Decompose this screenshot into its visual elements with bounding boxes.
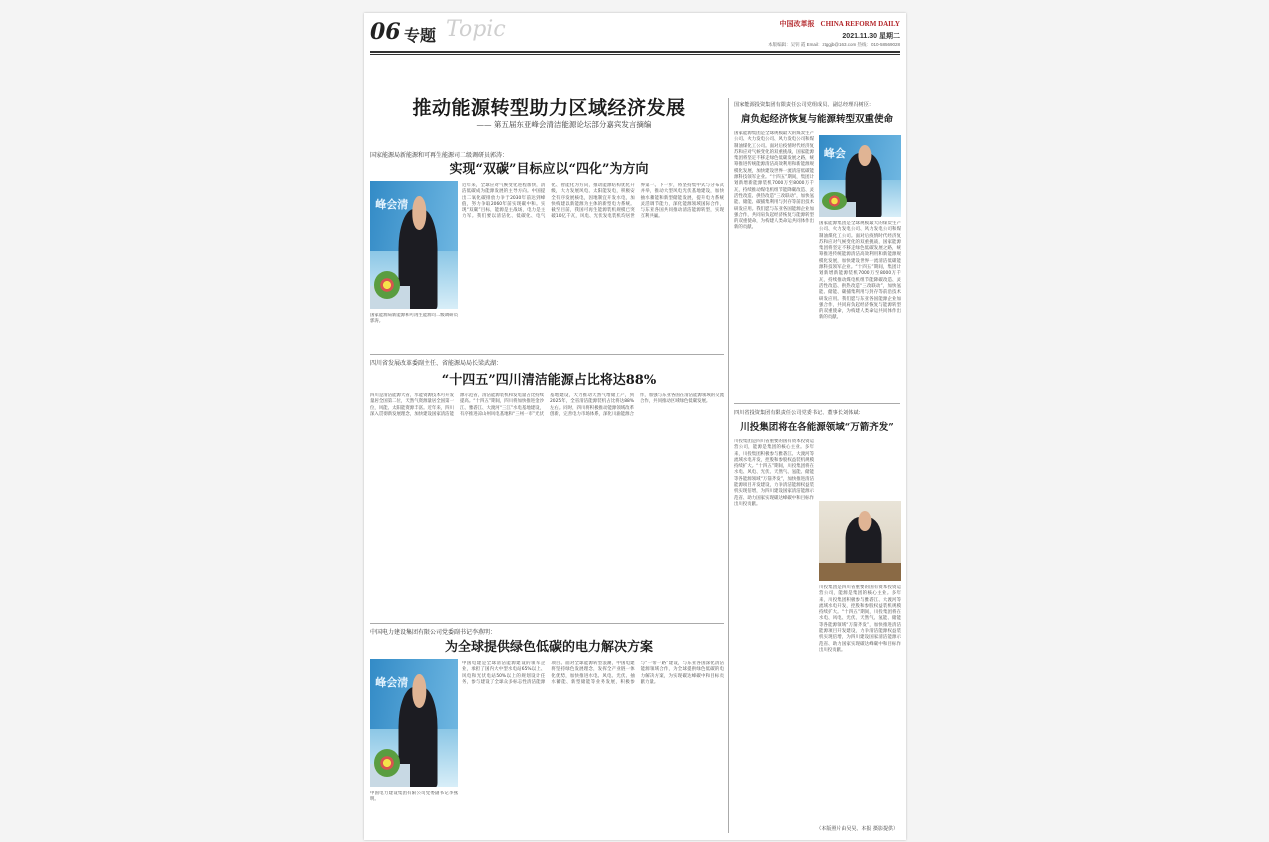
article-5-kicker: 四川省投资集团有限责任公司党委书记、董事长刘体斌： (734, 410, 864, 416)
section-title-en: Topic (446, 17, 506, 42)
article-3-caption: 中国电力建设集团有限公司党委副书记李燕明。 (370, 791, 458, 803)
article-5-title: 川投集团将在各能源领域“万箭齐发” (740, 422, 894, 433)
brand-en: CHINA REFORM DAILY (820, 20, 900, 28)
header-rule-thin (370, 54, 900, 55)
backdrop-text: 峰会 (823, 146, 846, 160)
article-3-photo (370, 659, 458, 787)
column-divider (728, 98, 729, 833)
flowers (374, 271, 400, 299)
article-5-body-col1: 川投集团是四川省重要的国有资本投资运营公司，能源是集团的核心主业。多年来，川投集团积极参与雅砻江、大渡河等流域水电开发，控股和参股权益装机规模持续扩大。“十四五”期间，川投集团将在水电、风电、光伏、天然气、氢能、储能等各能源领域“万箭齐发”，加快推进清洁能源项目开发建设，力争清洁能源权益装机实现倍增，为四川建设国家清洁能源示范省、助力国家实现碳达峰碳中和目标作出川投贡献。 (734, 439, 814, 507)
article-4-kicker: 国家能源投资集团有限责任公司党组成员、副总经理冯树臣： (734, 102, 875, 108)
article-divider (370, 623, 724, 624)
issue-date: 2021.11.30 星期二 (842, 33, 900, 40)
article-1-kicker: 国家能源局新能源和可再生能源司二级调研员郭涛： (370, 152, 509, 159)
flowers (374, 749, 400, 777)
section-title: 专题 (404, 26, 437, 45)
photo-credit: （本版照片由吴昊、本报 摄影提供） (816, 826, 898, 832)
desk (819, 563, 901, 581)
speaker-face (412, 674, 426, 707)
article-2-title: “十四五”四川清洁能源占比将达88% (441, 373, 657, 388)
article-3-body: 中国电建是全球清洁能源建设的领军企业，承担了国内大中型水电站65%以上、风电和光伏电站50%以上的规划设计任务，参与建设了全球众多标志性清洁能源项目。面对全球能源转型浪潮，中国电建将坚持绿色发展理念，发挥全产业链一体化优势，加快推进水电、风电、光伏、抽水蓄能、新型储能等业务发展，积极参与“一带一路”建设，与东亚各国深化清洁能源领域合作，为全球提供绿色低碳的电力解决方案，为实现碳达峰碳中和目标贡献力量。 (462, 661, 724, 685)
article-4-title: 肩负起经济恢复与能源转型双重使命 (740, 114, 893, 125)
brand-cn: 中国改革报 (779, 20, 815, 28)
article-1-photo (370, 181, 458, 309)
speaker-face (858, 511, 871, 532)
backdrop-text: 峰会清 (375, 198, 409, 212)
article-4-body-col1: 国家能源集团是全球规模最大的煤炭生产公司、火力发电公司、风力发电公司和煤制油煤化工公司。面对后疫情时代经济复苏和应对气候变化的双重挑战，国家能源集团将坚定不移走绿色低碳发展之路，统筹推进传统能源清洁高效利用和新能源规模化发展，加快建设世界一流清洁低碳能源科技领军企业。“十四五”期间，集团计划新增新能源装机7000万至8000万千瓦，持续推动煤电机组节能降碳改造、灵活性改造、供热改造“三改联动”，加快氢能、储能、碳捕集利用与封存等前沿技术研发应用。我们愿与东亚各国能源企业加强合作，共同肩负起经济恢复与能源转型的双重使命，为构建人类命运共同体作出新的贡献。 (734, 131, 814, 231)
newspaper-page (364, 13, 906, 840)
main-subheadline: —— 第五届东亚峰会清洁能源论坛部分嘉宾发言摘编 (476, 120, 652, 129)
article-1-title: 实现“双碳”目标应以“四化”为方向 (449, 162, 649, 177)
article-3-kicker: 中国电力建设集团有限公司党委副书记李燕明： (370, 629, 497, 636)
article-3-title: 为全球提供绿色低碳的电力解决方案 (444, 640, 653, 655)
page-number: 06 (370, 19, 401, 45)
newspaper-logo (780, 19, 900, 29)
main-headline: 推动能源转型助力区域经济发展 (412, 97, 686, 119)
article-divider (370, 354, 724, 355)
backdrop-text: 峰会清 (375, 676, 409, 690)
article-1-caption: 国家能源局新能源和可再生能源司二级调研员郭涛。 (370, 313, 458, 325)
editor-line: 本版编辑：吴钊 霞 Email：ztggjb@163.com 热线：010-58569028 (768, 42, 900, 47)
article-5-photo (819, 501, 901, 581)
article-1-body: 近年来，全球应对气候变化进程加快，清洁低碳成为能源发展的主导方向。中国提出二氧化碳排放力争于2030年前达到峰值，努力争取2060年前实现碳中和。实现“双碳”目标，能源是主战场，电力是主力军。我们要以清洁化、低碳化、电气化、智能化为方向，推动能源结构优化升级，大力发展风电、太阳能发电，积极安全有序发展核电，因地制宜开发水电，加快构建以新能源为主体的新型电力系统。截至目前，我国可再生能源装机规模已突破10亿千瓦，风电、光伏发电装机均居世界第一。下一步，将坚持集中式与分布式并举，推动大型风电光伏基地建设，加快抽水蓄能和新型储能发展，提升电力系统灵活调节能力，深化能源领域国际合作，与东亚各国共同推动清洁能源转型，实现互利共赢。 (462, 183, 724, 220)
article-4-body-col2: 国家能源集团是全球规模最大的煤炭生产公司、火力发电公司、风力发电公司和煤制油煤化工公司。面对后疫情时代经济复苏和应对气候变化的双重挑战，国家能源集团将坚定不移走绿色低碳发展之路，统筹推进传统能源清洁高效利用和新能源规模化发展，加快建设世界一流清洁低碳能源科技领军企业。“十四五”期间，集团计划新增新能源装机7000万至8000万千瓦，持续推动煤电机组节能降碳改造、灵活性改造、供热改造“三改联动”，加快氢能、储能、碳捕集利用与封存等前沿技术研发应用。我们愿与东亚各国能源企业加强合作，共同肩负起经济恢复与能源转型的双重使命，为构建人类命运共同体作出新的贡献。 (819, 221, 901, 321)
article-2-body: 四川是清洁能源大省，水能资源技术可开发量居全国第二位，天然气资源量居全国第一位，风能、太阳能资源丰富。近年来，四川深入贯彻新发展理念，加快建设国家清洁能源示范省，清洁能源装机和发电量占比持续提高。“十四五”期间，四川将加快推进金沙江、雅砻江、大渡河“三江”水电基地建设，有序推进凉山州风电基地和“三州一市”光伏基地建设，大力推动天然气增储上产，到2025年，全省清洁能源装机占比将达88%左右。同时，四川将积极推动能源领域改革创新，完善电力市场体系，深化川渝能源合作，加强与东亚各国在清洁能源领域的交流合作，共同推动区域绿色低碳发展。 (370, 393, 724, 417)
header-rule (370, 51, 900, 53)
article-2-kicker: 四川省发展改革委副主任、省能源局局长梁武湖： (370, 360, 503, 367)
article-4-photo (819, 135, 901, 217)
speaker-face (412, 196, 426, 229)
article-divider (734, 403, 900, 404)
article-5-body-col2: 川投集团是四川省重要的国有资本投资运营公司，能源是集团的核心主业。多年来，川投集团积极参与雅砻江、大渡河等流域水电开发，控股和参股权益装机规模持续扩大。“十四五”期间，川投集团将在水电、风电、光伏、天然气、氢能、储能等各能源领域“万箭齐发”，加快推进清洁能源项目开发建设，力争清洁能源权益装机实现倍增，为四川建设国家清洁能源示范省、助力国家实现碳达峰碳中和目标作出川投贡献。 (819, 585, 901, 653)
